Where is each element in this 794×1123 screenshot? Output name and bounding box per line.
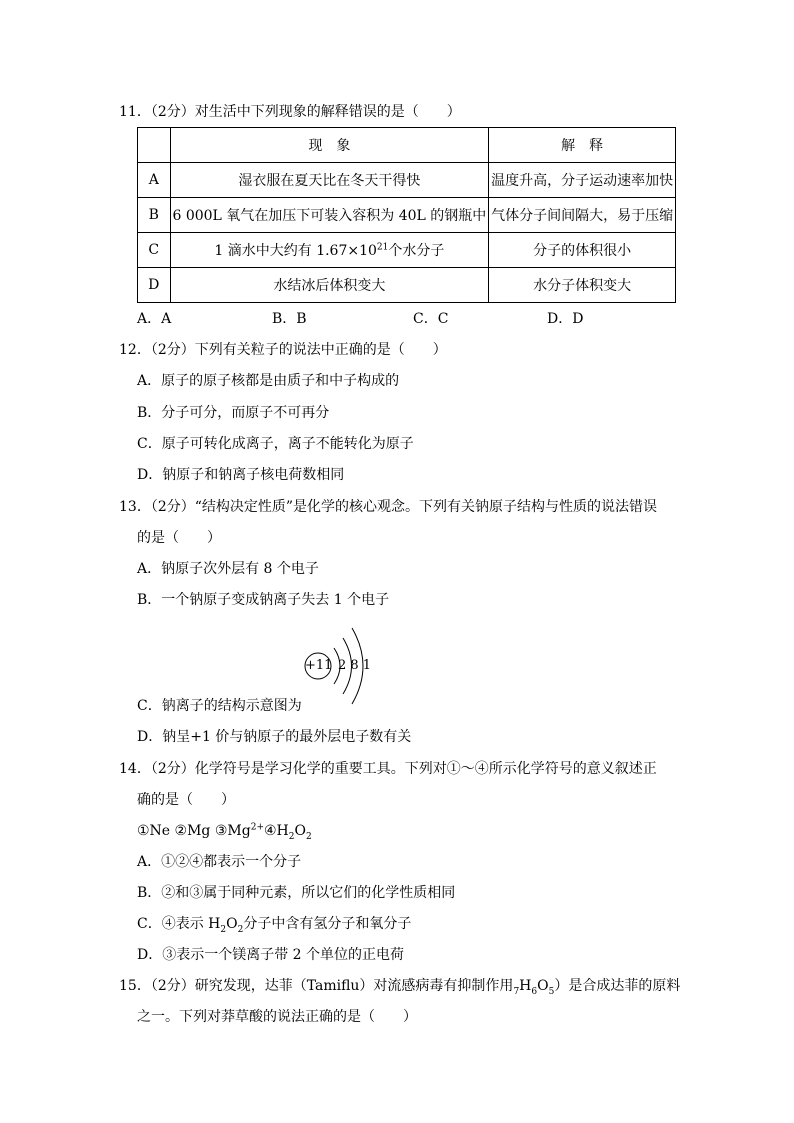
option-c[interactable]: C．钠离子的结构示意图为 <box>137 698 302 714</box>
option-b[interactable]: B．一个钠原子变成钠离子失去 1 个电子 <box>137 592 390 608</box>
symbol-3: ③Mg <box>214 823 251 839</box>
option-c-end: 分子中含有氢分子和氧分子 <box>243 916 412 932</box>
table-header-phenomenon: 现 象 <box>170 128 489 163</box>
table-row <box>138 268 676 303</box>
option-d[interactable]: D．钠呈+1 价与钠原子的最外层电子数有关 <box>137 729 412 745</box>
q13-stem: 13．（2分）“结构决定性质”是化学的核心观念。下列有关钠原子结构与性质的说法错误 <box>119 499 658 515</box>
option-d[interactable]: D．③表示一个镁离子带 2 个单位的正电荷 <box>137 947 405 963</box>
option-c[interactable] <box>137 914 411 934</box>
option-c-text: C．④表示 H <box>137 916 221 932</box>
nucleus-charge: +11 <box>305 658 333 673</box>
symbol-4: ④H <box>264 823 289 839</box>
q15-stem-text: 15．（2分）研究发现，达菲（Tamiflu）对流感病毒有抑制作用 <box>119 978 514 994</box>
charge-superscript: 2+ <box>250 822 264 833</box>
formula-part: O <box>537 978 549 994</box>
electron-shells: 2 8 1 <box>338 658 372 673</box>
q14-stem-cont: 确的是（ ） <box>137 792 235 808</box>
subscript: 7 <box>513 986 520 997</box>
option-a[interactable]: A．原子的原子核都是由质子和中子构成的 <box>137 373 400 389</box>
table-header-row <box>138 128 676 163</box>
option-b[interactable]: B．B <box>272 311 307 327</box>
option-c[interactable]: C．C <box>413 311 449 327</box>
row-letter: B <box>138 198 171 233</box>
row-letter: C <box>138 233 171 268</box>
option-b[interactable]: B．分子可分，而原子不可再分 <box>137 405 330 421</box>
row-explanation: 分子的体积很小 <box>489 233 676 268</box>
option-d[interactable]: D．钠原子和钠离子核电荷数相同 <box>137 467 345 483</box>
exponent: 21 <box>376 242 389 253</box>
q15-stem-cont: 之一。下列对莽草酸的说法正确的是（ ） <box>137 1009 417 1025</box>
subscript: 2 <box>220 924 227 935</box>
q12-stem: 12．（2分）下列有关粒子的说法中正确的是（ ） <box>119 342 447 358</box>
q14-symbols <box>137 821 312 841</box>
row-phenomenon <box>170 233 489 268</box>
option-d[interactable]: D．D <box>547 311 584 327</box>
row-phenomenon: 6 000L 氧气在加压下可装入容积为 40L 的钢瓶中 <box>170 198 489 233</box>
row-explanation: 温度升高，分子运动速率加快 <box>489 163 676 198</box>
table-row <box>138 198 676 233</box>
q14-stem: 14．（2分）化学符号是学习化学的重要工具。下列对①～④所示化学符号的意义叙述正 <box>119 761 657 777</box>
table-header-cell <box>138 128 171 163</box>
option-a[interactable]: A．钠原子次外层有 8 个电子 <box>137 561 319 577</box>
row-letter: D <box>138 268 171 303</box>
row-explanation: 气体分子间间隔大，易于压缩 <box>489 198 676 233</box>
symbol-2: ②Mg <box>174 823 211 839</box>
q15-stem-end: ）是合成达菲的原料 <box>554 978 681 994</box>
phenomenon-text-end: 个水分子 <box>388 243 445 259</box>
formula-part: H <box>519 978 532 994</box>
subscript: 2 <box>288 831 295 842</box>
option-b[interactable]: B．②和③属于同种元素，所以它们的化学性质相同 <box>137 885 456 901</box>
row-phenomenon: 湿衣服在夏天比在冬天干得快 <box>170 163 489 198</box>
option-a[interactable]: A．①②④都表示一个分子 <box>137 854 302 870</box>
row-letter: A <box>138 163 171 198</box>
row-explanation: 水分子体积变大 <box>489 268 676 303</box>
option-c[interactable]: C．原子可转化成离子，离子不能转化为原子 <box>137 436 414 452</box>
subscript: 2 <box>305 831 312 842</box>
table-header-explanation: 解 释 <box>489 128 676 163</box>
sodium-ion-structure-diagram <box>300 620 380 710</box>
q13-stem-cont: 的是（ ） <box>137 530 221 546</box>
option-c-mid: O <box>226 916 238 932</box>
option-a[interactable]: A．A <box>137 311 172 327</box>
subscript: 2 <box>237 924 244 935</box>
q15-stem <box>119 976 680 996</box>
row-phenomenon: 水结冰后体积变大 <box>170 268 489 303</box>
subscript: 6 <box>531 986 538 997</box>
phenomenon-text: 1 滴水中大约有 1.67×10 <box>214 243 377 259</box>
q11-stem: 11．（2分）对生活中下列现象的解释错误的是（ ） <box>119 104 461 120</box>
table-row <box>138 233 676 268</box>
subscript: 5 <box>548 986 555 997</box>
symbol-4-mid: O <box>294 823 306 839</box>
symbol-1: ①Ne <box>137 823 171 839</box>
table-row <box>138 163 676 198</box>
q11-table <box>137 127 676 303</box>
